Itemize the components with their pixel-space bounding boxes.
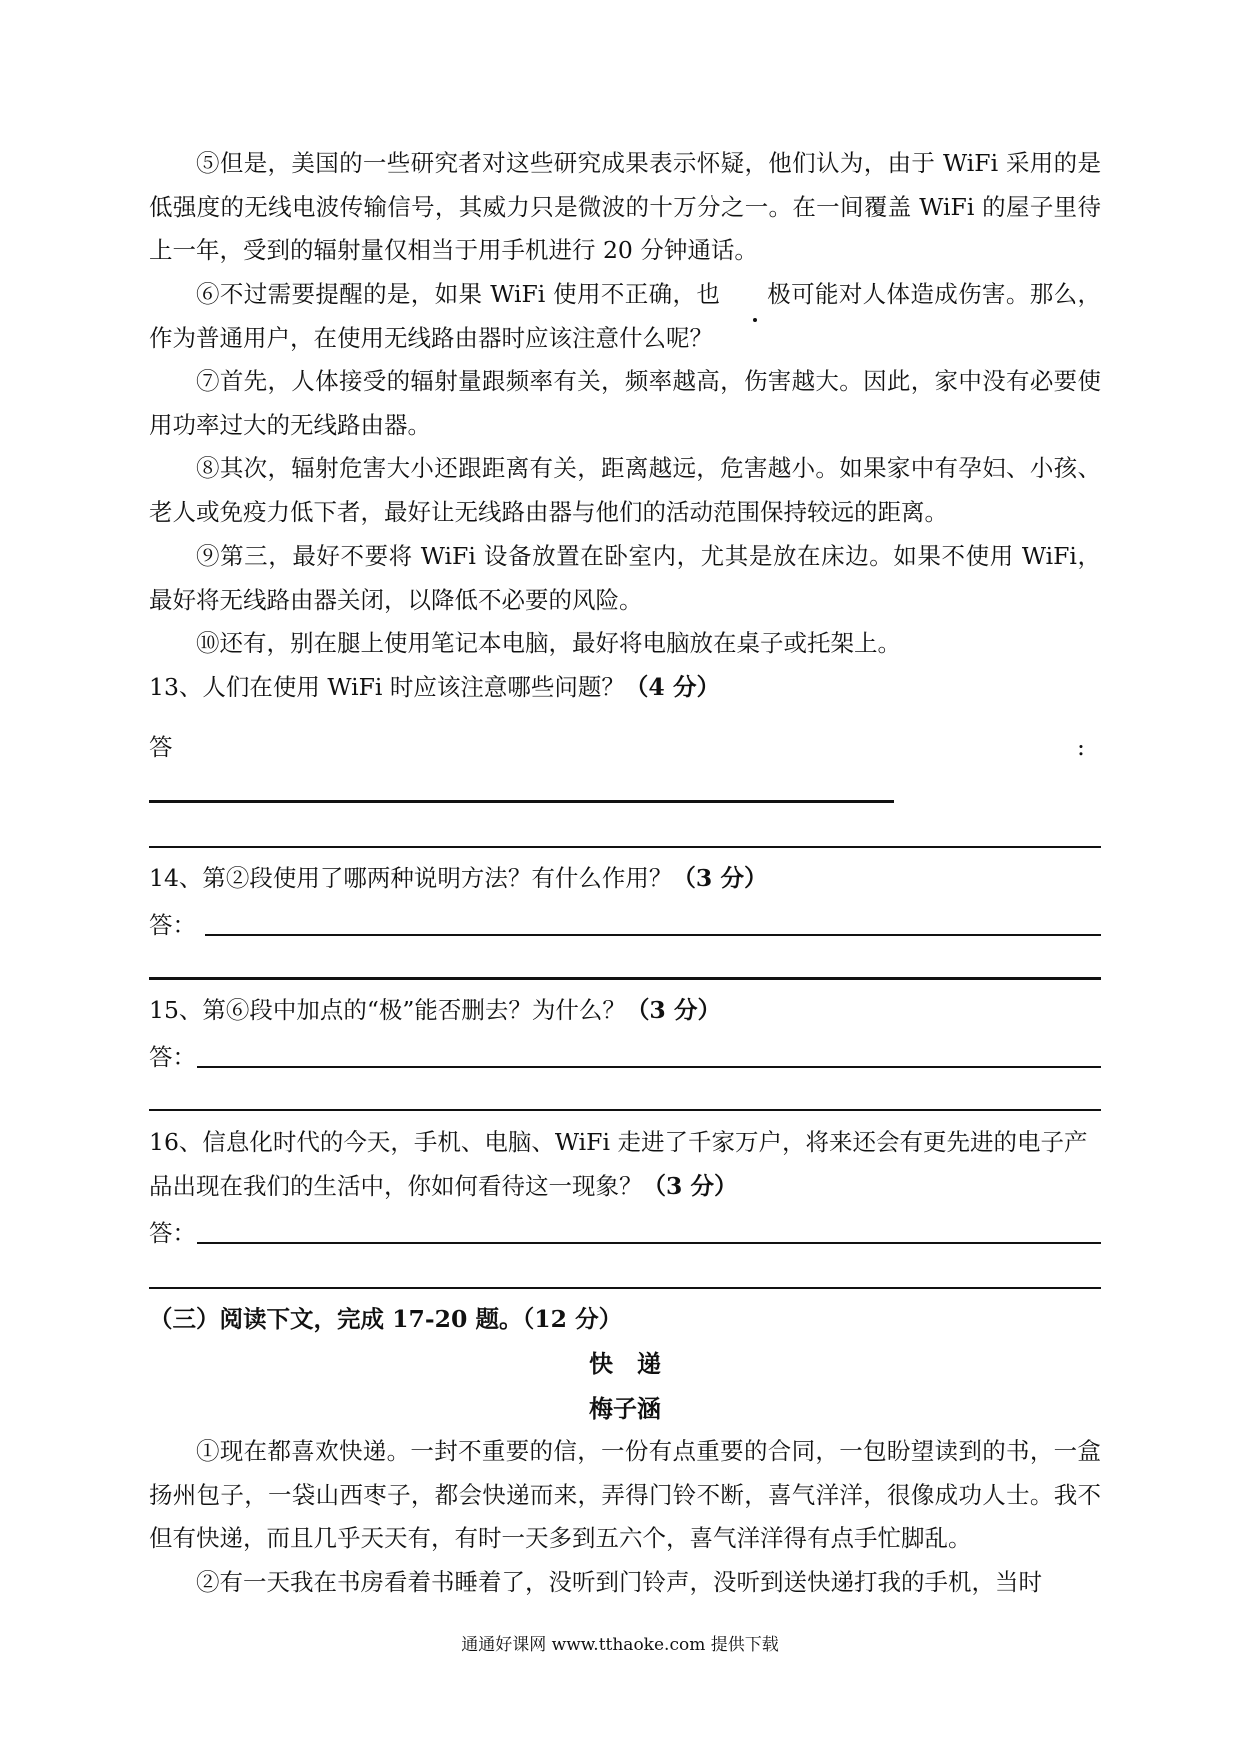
answer-13-label: 答 (149, 733, 173, 761)
answer-14-line-1[interactable] (205, 934, 1101, 936)
answer-15-line-1[interactable] (197, 1066, 1101, 1068)
paragraph-7: ⑦首先，人体接受的辐射量跟频率有关，频率越高，伤害越大。因此，家中没有必要使用功率过大的无线路由器。 (149, 367, 1101, 439)
question-14 (149, 857, 1101, 901)
answer-13-colon: : (1077, 733, 1085, 761)
answer-16-line-2[interactable] (149, 1287, 1101, 1289)
article-author: 梅子涵 (589, 1394, 661, 1423)
question-13-score: （4 分） (624, 673, 720, 701)
article-paragraph-2: ②有一天我在书房看着书睡着了，没听到门铃声，没听到送快递打我的手机，当时 (196, 1568, 1042, 1596)
answer-16-label: 答： (149, 1219, 196, 1247)
paragraph-6-after: 可能对人体造成伤害。那么，作为普通用户，在使用无线路由器时应该注意什么呢？ (149, 280, 1101, 352)
section-3-heading: （三）阅读下文，完成 17-20 题。（12 分） (149, 1305, 623, 1333)
paragraph-8: ⑧其次，辐射危害大小还跟距离有关，距离越远，危害越小。如果家中有孕妇、小孩、老人或免疫力低下者，最好让无线路由器与他们的活动范围保持较远的距离。 (149, 454, 1101, 526)
paragraph-9: ⑨第三，最好不要将 WiFi 设备放置在卧室内，尤其是放在床边。如果不使用 WiFi，最好将无线路由器关闭，以降低不必要的风险。 (149, 542, 1101, 614)
question-13-text: 13、人们在使用 WiFi 时应该注意哪些问题？ (149, 673, 625, 701)
question-15-text: 15、第⑥段中加点的“极”能否删去？为什么？ (149, 996, 626, 1024)
paragraph-6-before: ⑥不过需要提醒的是，如果 WiFi 使用不正确，也 (196, 280, 721, 308)
question-16-score: （3 分） (642, 1171, 738, 1200)
article-title: 快 递 (589, 1349, 661, 1378)
answer-15-line-2[interactable] (149, 1109, 1101, 1111)
question-15 (149, 989, 1101, 1033)
question-13 (149, 666, 1101, 710)
emphasis-dot-char: 极 (720, 273, 791, 317)
question-14-text: 14、第②段使用了哪两种说明方法？有什么作用？ (149, 864, 673, 892)
question-16 (149, 1121, 1101, 1208)
paragraph-5: ⑤但是，美国的一些研究者对这些研究成果表示怀疑，他们认为，由于 WiFi 采用的是低强度的无线电波传输信号，其威力只是微波的十万分之一。在一间覆盖 WiFi 的屋子里待上一年，受到的辐射量仅相当于用手机进行 20 分钟通话。 (149, 149, 1101, 264)
question-16-text: 16、信息化时代的今天，手机、电脑、WiFi 走进了千家万户，将来还会有更先进的电子产品出现在我们的生活中，你如何看待这一现象？ (149, 1128, 1088, 1200)
answer-13-line-1[interactable] (149, 800, 894, 803)
question-14-score: （3 分） (672, 864, 768, 892)
answer-14-label: 答： (149, 911, 196, 939)
question-15-score: （3 分） (625, 996, 721, 1024)
answer-14-line-2[interactable] (149, 977, 1101, 980)
article-paragraph-1: ①现在都喜欢快递。一封不重要的信，一份有点重要的合同，一包盼望读到的书，一盒扬州包子，一袋山西枣子，都会快递而来，弄得门铃不断，喜气洋洋，很像成功人士。我不但有快递，而且几乎天天有，有时一天多到五六个，喜气洋洋得有点手忙脚乱。 (149, 1437, 1101, 1552)
paragraph-6 (149, 273, 1101, 360)
page-footer: 通通好课网 www.tthaoke.com 提供下载 (461, 1635, 779, 1655)
answer-16-line-1[interactable] (197, 1242, 1101, 1244)
paragraph-10: ⑩还有，别在腿上使用笔记本电脑，最好将电脑放在桌子或托架上。 (196, 629, 901, 657)
answer-13-line-2[interactable] (149, 846, 1101, 848)
answer-15-label: 答： (149, 1043, 196, 1071)
